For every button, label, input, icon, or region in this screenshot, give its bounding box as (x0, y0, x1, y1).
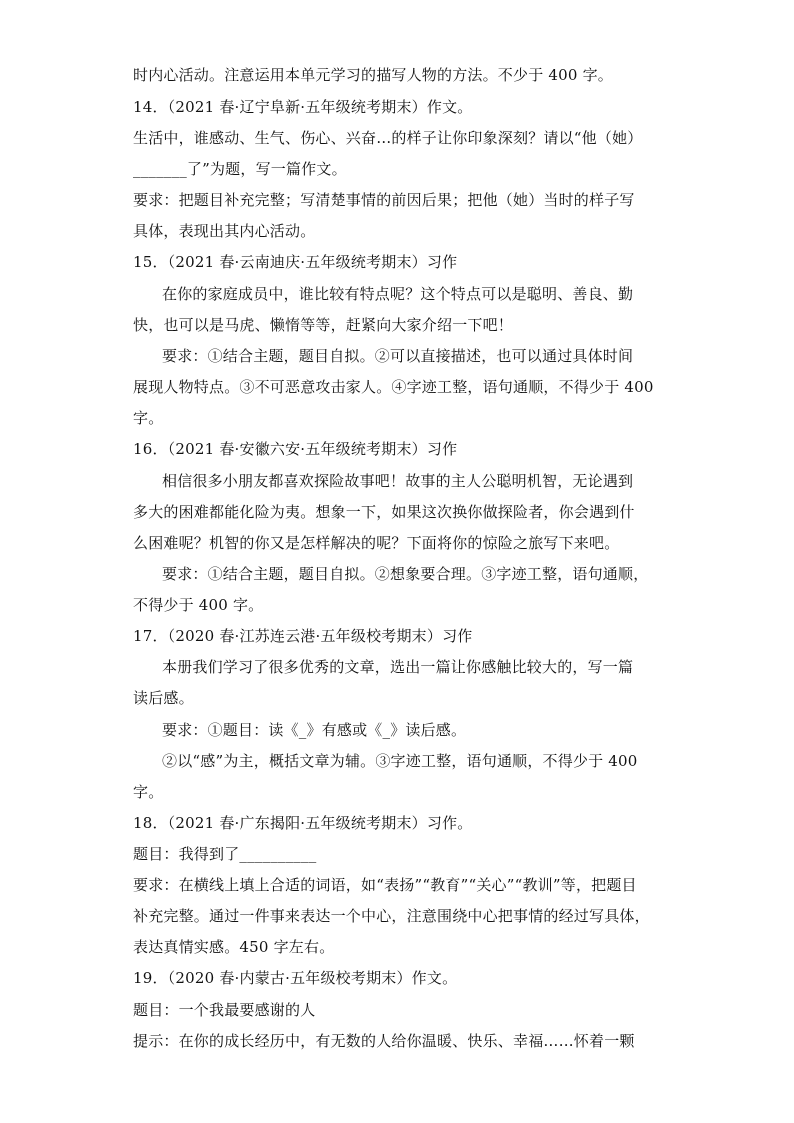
question-14-heading: 14．（2021 春·辽宁阜新·五年级统考期末）作文。 (133, 98, 473, 116)
question-17-requirement: ②以“感”为主，概括文章为辅。③字迹工整，语句通顺，不得少于 400 (162, 752, 638, 770)
question-16-text: 多大的困难都能化险为夷。想象一下，如果这次换你做探险者，你会遇到什 (133, 503, 635, 521)
question-14-text: 生活中，谁感动、生气、伤心、兴奋…的样子让你印象深刻？请以“他（她） (133, 129, 643, 147)
question-14-requirement: 具体，表现出其内心活动。 (133, 222, 316, 240)
question-15-requirement: 要求：①结合主题，题目自拟。②可以直接描述，也可以通过具体时间 (162, 347, 634, 365)
question-15-requirement: 字。 (133, 409, 164, 427)
question-15-text: 快，也可以是马虎、懒惰等等，赶紧向大家介绍一下吧！ (133, 316, 514, 334)
question-17-heading: 17．（2020 春·江苏连云港·五年级校考期末）习作 (133, 627, 473, 645)
question-17-text: 本册我们学习了很多优秀的文章，选出一篇让你感触比较大的，写一篇 (162, 658, 634, 676)
question-18-title: 题目：我得到了__________ (133, 845, 317, 863)
question-18-requirement: 要求：在横线上填上合适的词语，如“表扬”“教育”“关心”“教训”等，把题目 (133, 876, 637, 894)
question-17-requirement: 字。 (133, 783, 164, 801)
question-19-hint: 提示：在你的成长经历中，有无数的人给你温暖、快乐、幸福……怀着一颗 (133, 1032, 635, 1050)
question-15-text: 在你的家庭成员中，谁比较有特点呢？这个特点可以是聪明、善良、勤 (162, 285, 634, 303)
question-16-requirement: 不得少于 400 字。 (133, 596, 264, 614)
question-18-heading: 18．（2021 春·广东揭阳·五年级统考期末）习作。 (133, 814, 473, 832)
question-16-text: 相信很多小朋友都喜欢探险故事吧！故事的主人公聪明机智，无论遇到 (162, 472, 634, 490)
question-18-requirement: 表达真情实感。450 字左右。 (133, 938, 335, 956)
question-16-requirement: 要求：①结合主题，题目自拟。②想象要合理。③字迹工整，语句通顺， (162, 565, 649, 583)
question-14-requirement: 要求：把题目补充完整；写清楚事情的前因后果；把他（她）当时的样子写 (133, 191, 635, 209)
question-17-requirement: 要求：①题目：读《_》有感或《_》读后感。 (162, 721, 467, 739)
question-19-title: 题目：一个我最要感谢的人 (133, 1001, 316, 1019)
question-15-requirement: 展现人物特点。③不可恶意攻击家人。④字迹工整，语句通顺，不得少于 400 (133, 378, 654, 396)
question-16-text: 么困难呢？机智的你又是怎样解决的呢？下面将你的惊险之旅写下来吧。 (133, 534, 620, 552)
question-15-heading: 15．（2021 春·云南迪庆·五年级统考期末）习作 (133, 253, 458, 271)
question-14-text: _______了”为题，写一篇作文。 (133, 160, 347, 178)
question-19-heading: 19．（2020 春·内蒙古·五年级校考期末）作文。 (133, 969, 458, 987)
question-17-text: 读后感。 (133, 689, 194, 707)
question-18-requirement: 补充完整。通过一件事来表达一个中心，注意围绕中心把事情的经过写具体， (133, 907, 650, 925)
question-16-heading: 16．（2021 春·安徽六安·五年级统考期末）习作 (133, 440, 458, 458)
continuation-line: 时内心活动。注意运用本单元学习的描写人物的方法。不少于 400 字。 (133, 66, 613, 84)
